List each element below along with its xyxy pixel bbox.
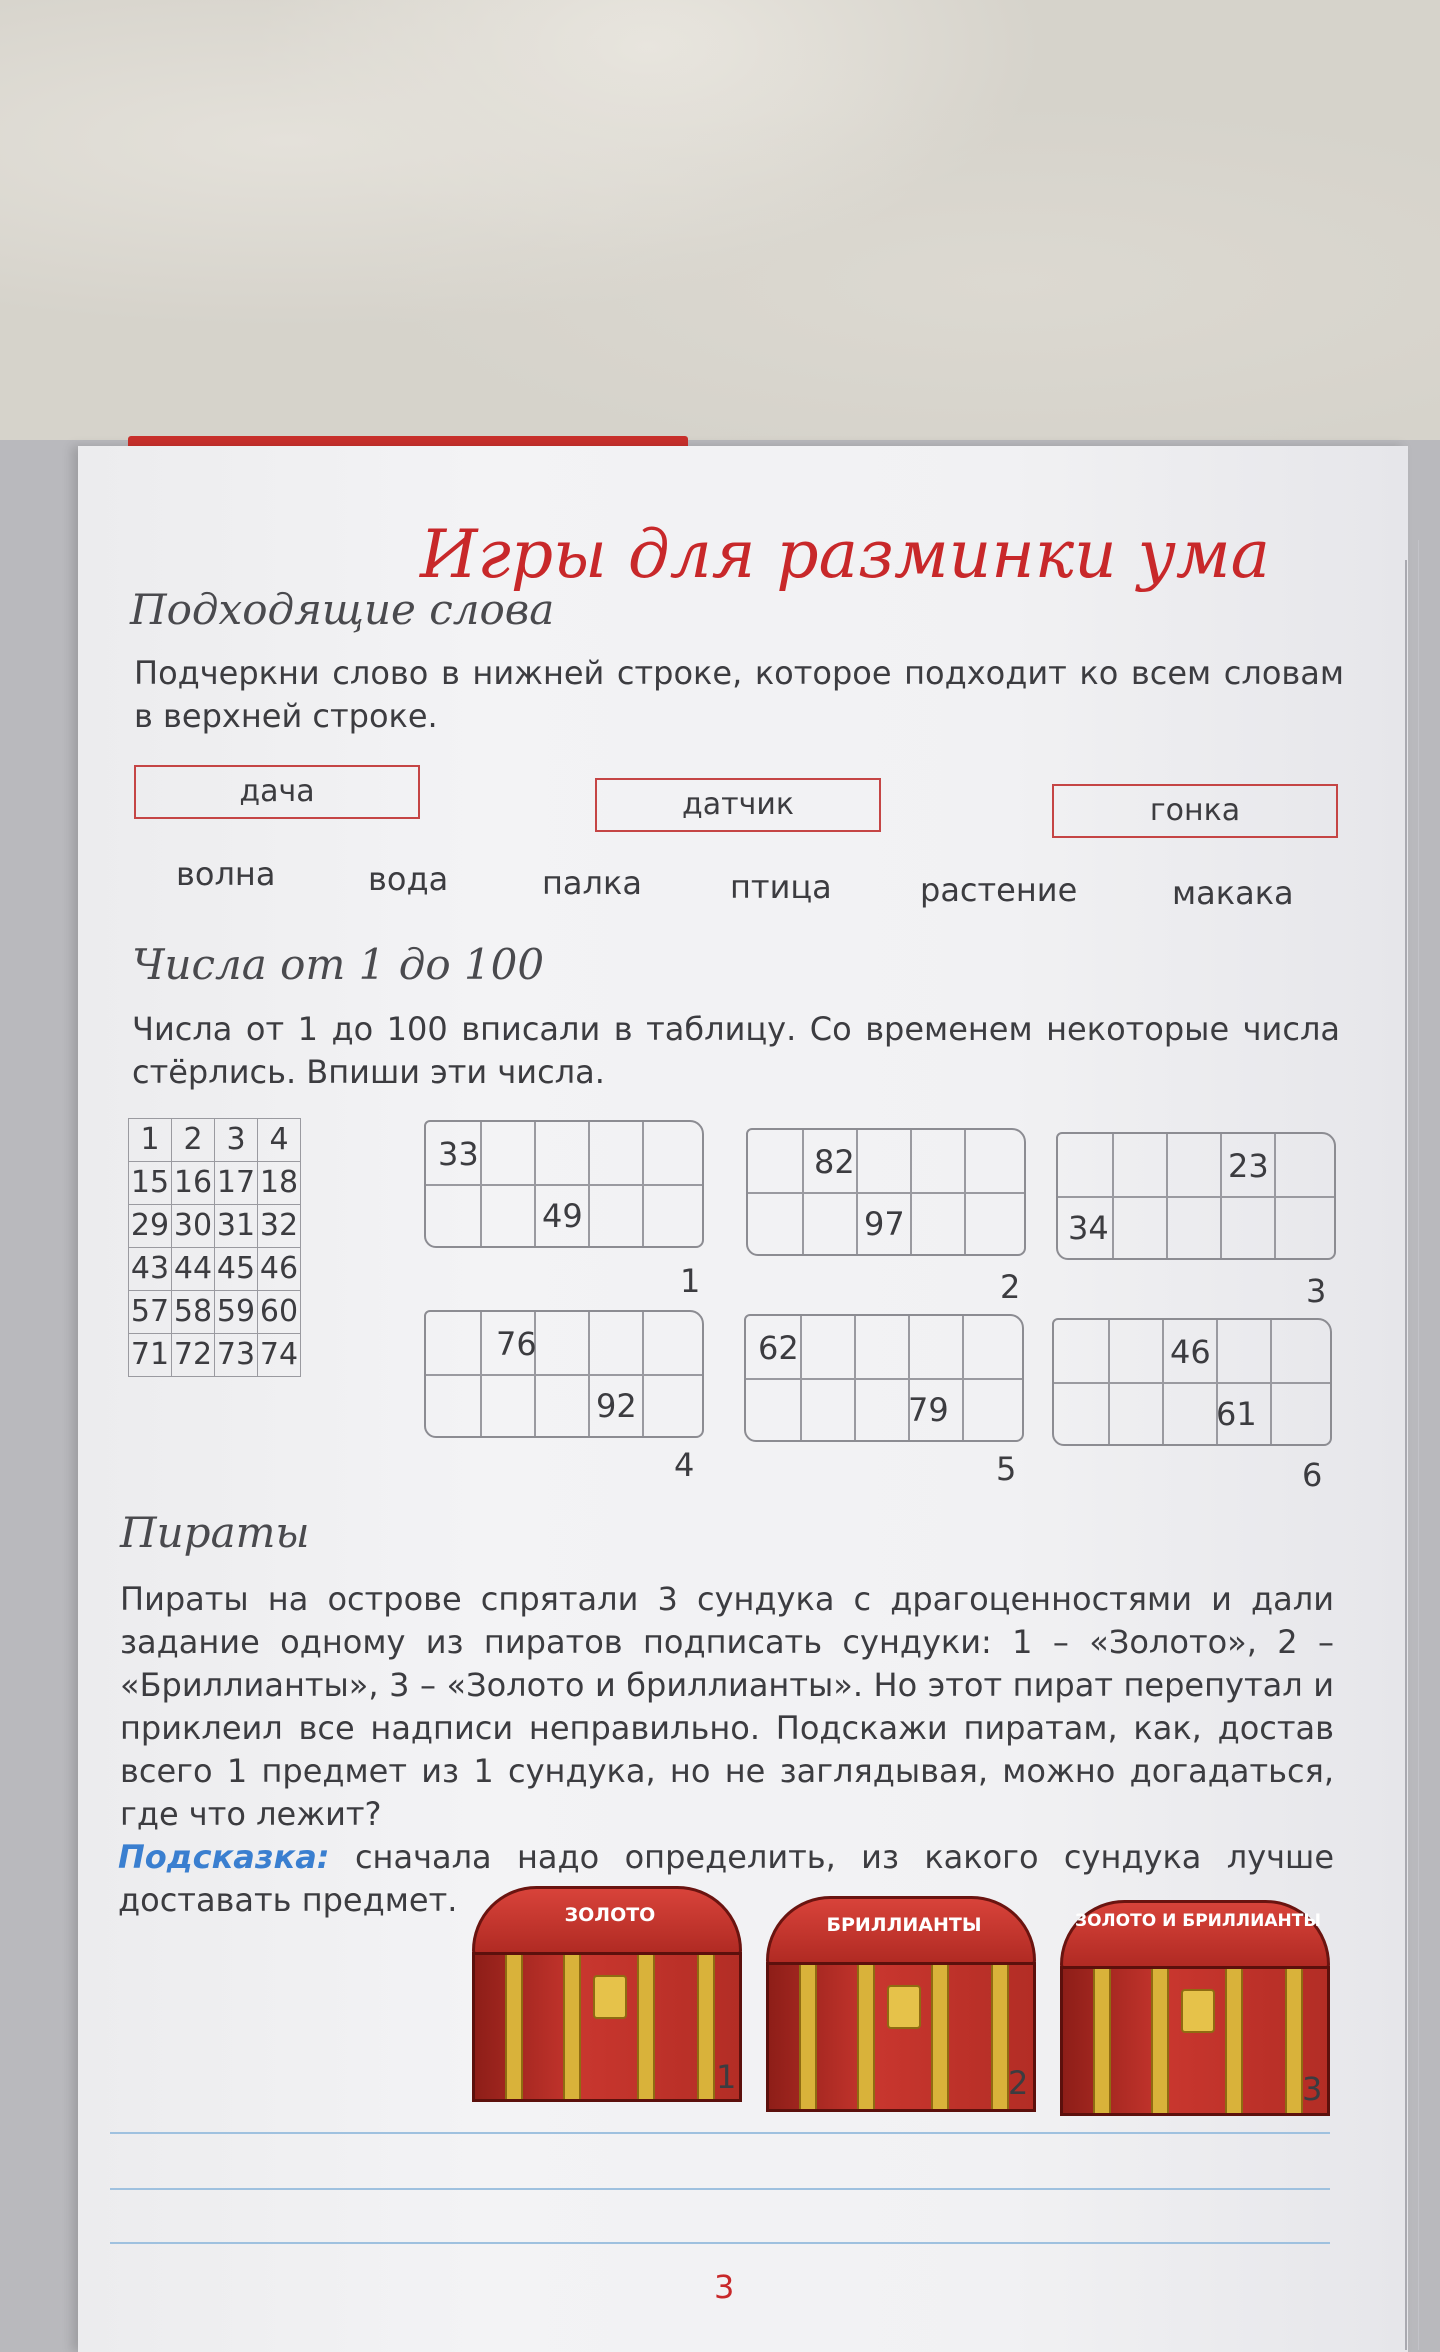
table-cell: 4: [258, 1119, 301, 1162]
option-word[interactable]: макака: [1172, 874, 1294, 912]
option-word[interactable]: птица: [730, 868, 832, 906]
table-cell: 73: [215, 1334, 258, 1377]
chest-lid: [766, 1896, 1036, 1966]
chest-band: [563, 1955, 581, 2099]
chest-band: [799, 1965, 817, 2109]
chest-number-1: 1: [716, 2058, 737, 2096]
reference-number-table: [128, 1118, 301, 1377]
chest-number-3: 3: [1302, 2070, 1323, 2108]
chest-lid: [472, 1886, 742, 1956]
table-cell: 46: [258, 1248, 301, 1291]
table-row: [129, 1119, 301, 1162]
page-number: 3: [714, 2268, 735, 2306]
table-cell: 58: [172, 1291, 215, 1334]
chest-number-2: 2: [1008, 2064, 1029, 2102]
chest-body: [1060, 1966, 1330, 2116]
number-fragment-2: [746, 1128, 1026, 1256]
table-cell: 45: [215, 1248, 258, 1291]
chest-band: [1285, 1969, 1303, 2113]
fragment-label-6: 6: [1302, 1456, 1323, 1494]
chest-label: БРИЛЛИАНТЫ: [826, 1914, 982, 1936]
lock-icon: [593, 1975, 627, 2019]
table-cell: 1: [129, 1119, 172, 1162]
fragment-label-5: 5: [996, 1450, 1017, 1488]
chest-band: [991, 1965, 1009, 2109]
table-cell: 60: [258, 1291, 301, 1334]
table-cell: 44: [172, 1248, 215, 1291]
section-heading-numbers: Числа от 1 до 100: [132, 940, 545, 989]
chest-band: [1225, 1969, 1243, 2113]
chest-band: [857, 1965, 875, 2109]
table-row: [129, 1334, 301, 1377]
fragment-number: 49: [542, 1197, 583, 1235]
table-cell: 31: [215, 1205, 258, 1248]
fragment-number: 92: [596, 1387, 637, 1425]
number-fragment-4: [424, 1310, 704, 1438]
treasure-chest-1: [472, 1886, 742, 2116]
hint-label: Подсказка:: [118, 1838, 330, 1876]
fragment-number: 82: [814, 1143, 855, 1181]
words-instruction: Подчеркни слово в нижней строке, которое подходит ко всем словам в верхней строке.: [134, 654, 1344, 735]
option-word[interactable]: растение: [920, 871, 1078, 909]
chest-band: [931, 1965, 949, 2109]
fragment-label-3: 3: [1306, 1272, 1327, 1310]
fragment-label-2: 2: [1000, 1268, 1021, 1306]
chest-body: [766, 1962, 1036, 2112]
chest-label: ЗОЛОТО: [564, 1904, 656, 1926]
lock-icon: [887, 1985, 921, 2029]
number-fragment-5: [744, 1314, 1024, 1442]
table-row: [129, 1291, 301, 1334]
chest-band: [1093, 1969, 1111, 2113]
fragment-number: 79: [908, 1391, 949, 1429]
table-cell: 43: [129, 1248, 172, 1291]
top-word-box-2: датчик: [595, 778, 881, 832]
answer-line[interactable]: [110, 2188, 1330, 2190]
top-word-box-1: дача: [134, 765, 420, 819]
chest-label: ЗОЛОТО И БРИЛЛИАНТЫ: [1075, 1911, 1321, 1931]
treasure-chest-2: [766, 1896, 1036, 2126]
table-cell: 17: [215, 1162, 258, 1205]
section-heading-words: Подходящие слова: [130, 585, 555, 634]
table-cell: 18: [258, 1162, 301, 1205]
table-cell: 2: [172, 1119, 215, 1162]
option-word[interactable]: вода: [368, 860, 449, 898]
hint-text: сначала надо определить, из какого сундука лучше доставать предмет.: [118, 1838, 1334, 1919]
table-cell: 72: [172, 1334, 215, 1377]
fragment-label-4: 4: [674, 1446, 695, 1484]
number-fragment-3: [1056, 1132, 1336, 1260]
chest-band: [1151, 1969, 1169, 2113]
table-cell: 16: [172, 1162, 215, 1205]
table-row: [129, 1248, 301, 1291]
number-fragment-6: [1052, 1318, 1332, 1446]
number-fragment-1: [424, 1120, 704, 1248]
lock-icon: [1181, 1989, 1215, 2033]
fragment-number: 97: [864, 1205, 905, 1243]
table-row: [129, 1162, 301, 1205]
chest-band: [637, 1955, 655, 2099]
table-cell: 57: [129, 1291, 172, 1334]
fragment-number: 33: [438, 1135, 479, 1173]
table-cell: 59: [215, 1291, 258, 1334]
table-cell: 71: [129, 1334, 172, 1377]
answer-line[interactable]: [110, 2242, 1330, 2244]
chest-band: [697, 1955, 715, 2099]
option-word[interactable]: палка: [542, 864, 642, 902]
table-cell: 74: [258, 1334, 301, 1377]
top-word-box-3: гонка: [1052, 784, 1338, 838]
page-spine-line: [1405, 560, 1407, 2350]
table-cell: 3: [215, 1119, 258, 1162]
fragment-number: 34: [1068, 1209, 1109, 1247]
table-cell: 32: [258, 1205, 301, 1248]
section-heading-pirates: Пираты: [120, 1508, 310, 1557]
option-word[interactable]: волна: [176, 855, 276, 893]
treasure-chest-3: [1060, 1900, 1330, 2130]
fragment-number: 61: [1216, 1395, 1257, 1433]
fragment-number: 76: [496, 1325, 537, 1363]
fragment-number: 46: [1170, 1333, 1211, 1371]
page-title: Игры для разминки ума: [420, 516, 1270, 593]
fragment-label-1: 1: [680, 1262, 701, 1300]
table-cell: 30: [172, 1205, 215, 1248]
chest-lid: [1060, 1900, 1330, 1970]
background-wall: [0, 0, 1440, 470]
answer-line[interactable]: [110, 2132, 1330, 2134]
fragment-number: 23: [1228, 1147, 1269, 1185]
table-row: [129, 1205, 301, 1248]
chest-band: [505, 1955, 523, 2099]
pirates-text: Пираты на острове спрятали 3 сундука с драгоценностями и дали задание одному из пиратов подписать сундуки: 1 – «Золото», 2 – «Бриллианты», 3 – «Золото и бриллианты». Но этот пират перепутал и приклеил все надписи неправильно. Подскажи пиратам, как, достав всего 1 предмет из 1 сундука, но не заглядывая, можно догадаться, где что лежит?: [120, 1580, 1334, 1833]
page-spine-line-inner: [1418, 540, 1419, 2350]
chest-body: [472, 1952, 742, 2102]
fragment-number: 62: [758, 1329, 799, 1367]
numbers-instruction: Числа от 1 до 100 вписали в таблицу. Со временем некоторые числа стёрлись. Впиши эти числа.: [132, 1010, 1340, 1091]
table-cell: 15: [129, 1162, 172, 1205]
table-cell: 29: [129, 1205, 172, 1248]
